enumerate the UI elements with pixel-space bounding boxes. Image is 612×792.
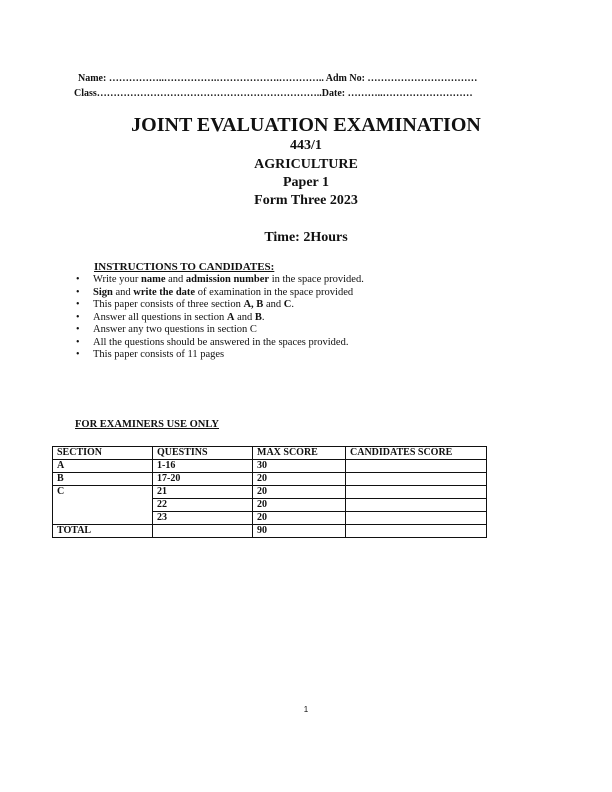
instruction-text: and: [112, 286, 134, 298]
section-cell: TOTAL: [53, 525, 153, 538]
candidate-score-cell[interactable]: [346, 525, 487, 538]
instruction-text: Sign: [93, 286, 113, 298]
exam-title: JOINT EVALUATION EXAMINATION: [131, 114, 481, 136]
instruction-item: [76, 337, 364, 350]
max-score-cell: 30: [253, 460, 346, 473]
questions-cell: 23: [153, 512, 253, 525]
col-header: SECTION: [53, 447, 153, 460]
subject-name: AGRICULTURE: [254, 157, 358, 172]
table-total-row: [53, 525, 487, 538]
candidate-score-cell[interactable]: [346, 473, 487, 486]
paper-code: 443/1: [290, 138, 322, 153]
form-year: Form Three 2023: [254, 193, 358, 208]
candidate-score-cell[interactable]: [346, 486, 487, 499]
questions-cell: 17-20: [153, 473, 253, 486]
table-row: [53, 460, 487, 473]
instruction-text: and: [263, 299, 284, 310]
instruction-item: [76, 349, 364, 362]
table-header-row: [53, 447, 487, 460]
instruction-text: in the space provided.: [269, 274, 364, 285]
instruction-text: This paper consists of 11 pages: [93, 349, 225, 360]
instruction-text: .: [261, 311, 265, 323]
instruction-text: This paper consists of three section: [93, 299, 244, 310]
questions-cell: 22: [153, 499, 253, 512]
instruction-item: [76, 274, 364, 287]
candidate-score-cell[interactable]: [346, 460, 487, 473]
section-cell: [53, 512, 153, 525]
time-allowed: Time: 2Hours: [264, 230, 348, 245]
instruction-text: A: [226, 311, 235, 323]
instruction-item: [76, 287, 364, 300]
instruction-text: write the date: [133, 286, 196, 298]
table-row: [53, 512, 487, 525]
max-score-cell: 90: [253, 525, 346, 538]
instruction-text: C: [283, 299, 292, 310]
table-row: [53, 473, 487, 486]
instruction-text: Answer any two questions in section C: [93, 324, 257, 335]
max-score-cell: 20: [253, 512, 346, 525]
instructions-heading: INSTRUCTIONS TO CANDIDATES:: [94, 261, 275, 273]
questions-cell: 21: [153, 486, 253, 499]
instruction-text: A, B: [243, 299, 264, 310]
class-date-line[interactable]: Class…………………………………………………………..Date: ………..………………………: [74, 88, 473, 99]
instruction-text: B: [254, 311, 262, 323]
instruction-text: and: [234, 311, 255, 323]
section-cell: C: [53, 486, 153, 499]
examiners-heading: FOR EXAMINERS USE ONLY: [75, 419, 220, 430]
page-number: 1: [303, 705, 309, 714]
instruction-text: and: [165, 274, 186, 285]
section-cell: A: [53, 460, 153, 473]
instruction-text: .: [291, 299, 294, 310]
section-cell: B: [53, 473, 153, 486]
max-score-cell: 20: [253, 486, 346, 499]
instruction-item: [76, 324, 364, 337]
instruction-text: admission number: [185, 274, 270, 285]
instruction-text: Answer all questions in section: [93, 311, 227, 323]
name-adm-line[interactable]: Name: ……………..…………….……………….………….. Adm No: ……………………………: [78, 73, 478, 84]
table-row: [53, 486, 487, 499]
instruction-text: name: [140, 274, 166, 285]
paper-number: Paper 1: [282, 175, 329, 190]
col-header: MAX SCORE: [253, 447, 346, 460]
candidate-score-cell[interactable]: [346, 512, 487, 525]
max-score-cell: 20: [253, 499, 346, 512]
questions-cell: 1-16: [153, 460, 253, 473]
instruction-item: [76, 312, 364, 325]
col-header: QUESTINS: [153, 447, 253, 460]
instruction-text: of examination in the space provided: [195, 286, 354, 298]
instruction-text: Write your: [93, 274, 141, 285]
candidate-score-cell[interactable]: [346, 499, 487, 512]
section-cell: [53, 499, 153, 512]
table-row: [53, 499, 487, 512]
col-header: CANDIDATES SCORE: [346, 447, 487, 460]
instruction-text: All the questions should be answered in the spaces provided.: [93, 336, 349, 348]
questions-cell: [153, 525, 253, 538]
instructions-list: [76, 274, 364, 362]
examiners-score-table: [52, 446, 487, 538]
instruction-item: [76, 299, 364, 312]
max-score-cell: 20: [253, 473, 346, 486]
